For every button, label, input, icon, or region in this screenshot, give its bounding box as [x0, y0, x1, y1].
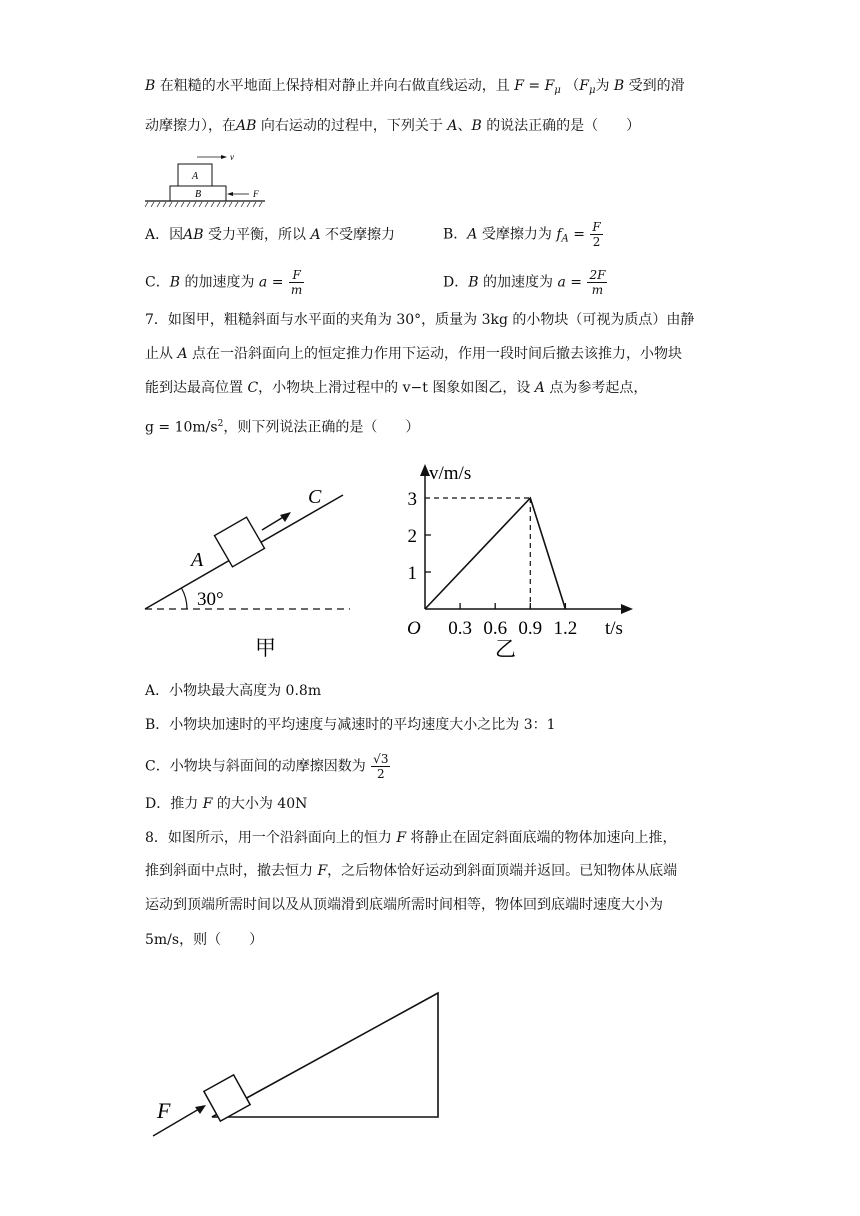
q8-stem-line1: 8．如图所示，用一个沿斜面向上的恒力 F 将静止在固定斜面底端的物体加速向上推， [145, 830, 677, 846]
q7-option-A: A．小物块最大高度为 0.8m [145, 683, 322, 699]
q6-stem-line1: B 在粗糙的水平地面上保持相对静止并向右做直线运动，且 $F = F_\mu$ （$F_\mu$为 B 受到的滑 [145, 78, 685, 96]
q6-block-figure [145, 150, 270, 210]
y-tick-label-2: 3 [407, 489, 417, 510]
block-B-label: B [194, 189, 202, 200]
small-block [214, 517, 264, 567]
q8-stem-line4: 5m/s，则（ ） [145, 932, 264, 948]
label-A: A [191, 549, 204, 571]
y-tick-label-1: 2 [407, 526, 417, 547]
q7-option-B: B．小物块加速时的平均速度与减速时的平均速度大小之比为 3：1 [145, 717, 556, 733]
caption-yi: 乙 [495, 637, 516, 661]
q7-stem-line1: 7．如图甲，粗糙斜面与水平面的夹角为 30°，质量为 3kg 的小物块（可视为质点）由静 [145, 312, 695, 328]
label-C: C [308, 486, 322, 508]
q7-stem-line3: 能到达最高位置 C，小物块上滑过程中的 v−t 图象如图乙，设 A 点为参考起点， [145, 380, 648, 396]
angle-arc [181, 588, 187, 609]
fraction-2F-over-m: $\frac{2F}{m}$ [589, 268, 606, 297]
q6-option-C: C．B 的加速度为 a = $\frac{F}{m}$ [145, 268, 303, 297]
x-axis-arrow [621, 604, 633, 614]
q8-incline-figure [145, 985, 450, 1140]
push-arrow [262, 516, 285, 530]
x-tick-label-1: 0.6 [483, 618, 508, 639]
origin-label: O [407, 618, 421, 639]
q8-stem-line3: 运动到顶端所需时间以及从顶端滑到底端所需时间相等，物体回到底端时速度大小为 [145, 897, 663, 913]
q8-stem-line2: 推到斜面中点时，撤去恒力 F，之后物体恰好运动到斜面顶端并返回。已知物体从底端 [145, 863, 678, 879]
fraction-sqrt3-over-2: $\frac{√3}{2}$ [373, 752, 389, 781]
force-label: F [253, 189, 259, 199]
q7-stem-line4: $g = 10m/s^2$，则下列说法正确的是（ ） [145, 419, 420, 436]
velocity-series-line [425, 498, 565, 609]
q7-option-D: D．推力 F 的大小为 40N [145, 796, 308, 812]
angle-label: 30° [197, 589, 224, 610]
x-tick-label-0: 0.3 [448, 618, 472, 639]
fraction-F-over-m: $\frac{F}{m}$ [290, 268, 303, 297]
q6-option-A: A．因AB 受力平衡，所以 A 不受摩擦力 [145, 227, 396, 243]
q6-option-D: D．B 的加速度为 a = $\frac{2F}{m}$ [443, 268, 606, 297]
fraction-F-over-2: $\frac{F}{2}$ [592, 220, 601, 249]
x-tick-label-2: 0.9 [518, 618, 543, 639]
y-tick-label-0: 1 [407, 563, 417, 584]
q7-stem-line2: 止从 A 点在一沿斜面向上的恒定推力作用下运动，作用一段时间后撤去该推力，小物块 [145, 346, 683, 362]
x-axis-label: t/s [605, 618, 623, 639]
q7-option-C: C．小物块与斜面间的动摩擦因数为 $\frac{√3}{2}$ [145, 752, 389, 781]
y-axis-label: v/m/s [429, 463, 472, 484]
q6-option-B: B．A 受摩擦力为 $f_A$ = $\frac{F}{2}$ [443, 220, 601, 249]
force-label: F [157, 1098, 171, 1123]
block-A-label: A [191, 171, 199, 182]
caption-jia: 甲 [255, 636, 276, 660]
x-tick-label-3: 1.2 [553, 618, 578, 639]
q7-vt-chart [395, 452, 645, 662]
q6-stem-line2: 动摩擦力），在AB 向右运动的过程中，下列关于 A、B 的说法正确的是（ ） [145, 118, 641, 134]
q7-incline-figure [140, 478, 360, 663]
velocity-label: v [230, 152, 234, 162]
pushed-block [204, 1075, 250, 1121]
